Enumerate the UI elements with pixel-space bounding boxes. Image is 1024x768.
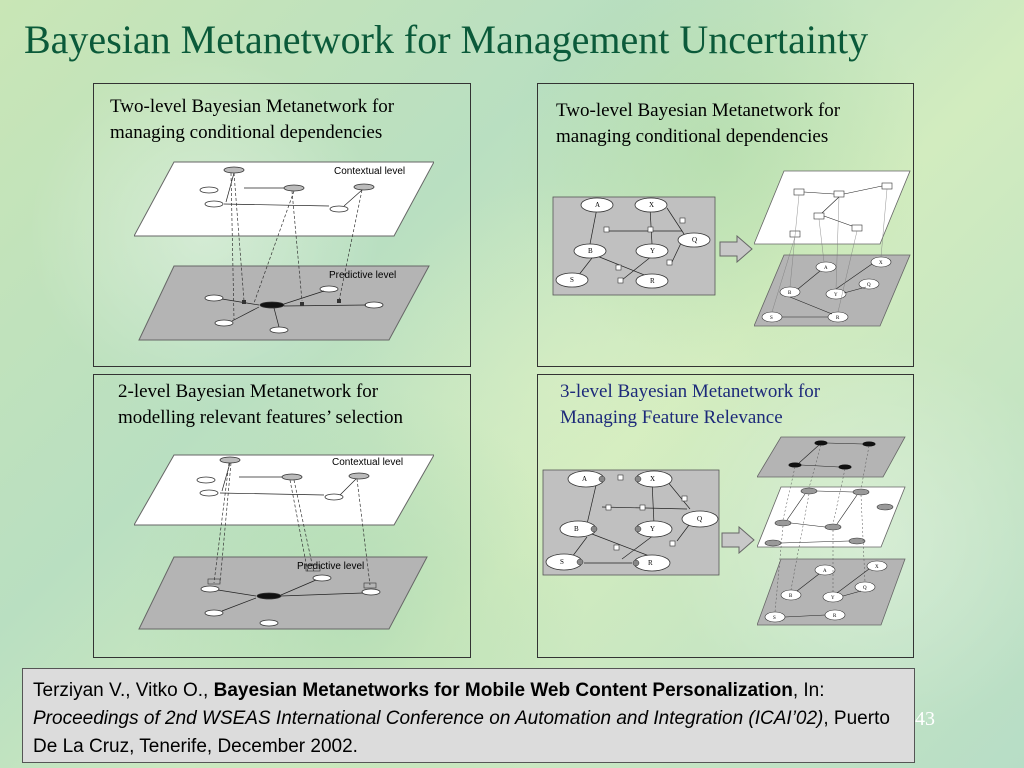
node-label: B: [588, 247, 593, 255]
caption-line-2: modelling relevant features’ selection: [118, 407, 404, 428]
predictive-level-label: Predictive level: [297, 561, 365, 572]
node-label: A: [582, 475, 588, 483]
caption-line-1: 2-level Bayesian Metanetwork for: [118, 381, 379, 402]
contextual-level-label: Contextual level: [334, 166, 406, 177]
panel-three-level-feature-relevance: [537, 374, 914, 658]
predictive-plane: [139, 557, 427, 629]
caption-line-2: managing conditional dependencies: [556, 126, 829, 147]
stacked-planes-diagram: [754, 169, 911, 327]
flat-network-diagram: [542, 469, 720, 577]
reference-venue: Proceedings of 2nd WSEAS International Conference on Automation and Integration (ICAI’02): [33, 708, 824, 729]
node-label: Y: [650, 525, 656, 533]
panel-caption: [118, 379, 403, 431]
node-label: Y: [650, 247, 656, 255]
caption-line-2: Managing Feature Relevance: [560, 407, 783, 428]
three-plane-diagram: [757, 435, 907, 627]
reference-title: Bayesian Metanetworks for Mobile Web Content Personalization: [213, 680, 793, 701]
node-label: X: [649, 201, 655, 209]
node-label: R: [648, 559, 653, 567]
node-label: B: [789, 594, 793, 599]
node-label: R: [833, 614, 837, 619]
node-label: X: [875, 565, 879, 570]
node-label: R: [650, 277, 655, 285]
node-label: S: [560, 558, 564, 566]
reference-authors: Terziyan V., Vitko O.,: [33, 680, 214, 701]
caption-line-1: Two-level Bayesian Metanetwork for: [110, 96, 395, 117]
node-label: S: [770, 316, 773, 321]
node-label: S: [773, 616, 776, 621]
reference-in-label: , In:: [792, 680, 825, 701]
page-number: 43: [915, 708, 935, 730]
transform-arrow: [721, 526, 755, 554]
node-label: B: [574, 525, 579, 533]
panel-caption: [560, 379, 820, 431]
node-label: R: [836, 316, 840, 321]
panel-two-level-conditional-left: [93, 83, 471, 367]
panel-two-level-conditional-right: [537, 83, 914, 367]
node-label: Y: [831, 596, 835, 601]
reference-citation: [22, 668, 915, 763]
contextual-level-label: Contextual level: [332, 457, 404, 468]
node-label: Q: [692, 236, 698, 244]
caption-line-2: managing conditional dependencies: [110, 122, 383, 143]
panel-two-level-feature-selection: [93, 374, 471, 658]
panel-caption: [556, 98, 840, 150]
two-level-plane-diagram: [134, 453, 434, 638]
node-label: B: [788, 291, 792, 296]
caption-line-1: Two-level Bayesian Metanetwork for: [556, 100, 841, 121]
flat-network-diagram: [552, 196, 716, 298]
predictive-level-label: Predictive level: [329, 270, 397, 281]
reference-location-date: , Puerto De La Cruz, Tenerife, December 2002.: [33, 708, 890, 757]
middle-plane: [757, 487, 905, 547]
caption-line-1: 3-level Bayesian Metanetwork for: [560, 381, 821, 402]
upper-plane: [754, 171, 910, 244]
node-label: S: [570, 276, 574, 284]
node-label: Q: [867, 283, 871, 288]
node-label: Q: [863, 586, 867, 591]
node-label: A: [823, 569, 827, 574]
node-label: Q: [697, 515, 703, 523]
node-label: X: [879, 261, 883, 266]
transform-arrow: [719, 235, 753, 263]
node-label: A: [824, 266, 828, 271]
slide-title: Bayesian Metanetwork for Management Uncertainty: [24, 17, 869, 62]
node-label: Y: [834, 293, 838, 298]
two-level-plane-diagram: [134, 160, 434, 345]
panel-caption: [110, 94, 394, 146]
node-label: A: [595, 201, 601, 209]
node-label: X: [650, 475, 656, 483]
